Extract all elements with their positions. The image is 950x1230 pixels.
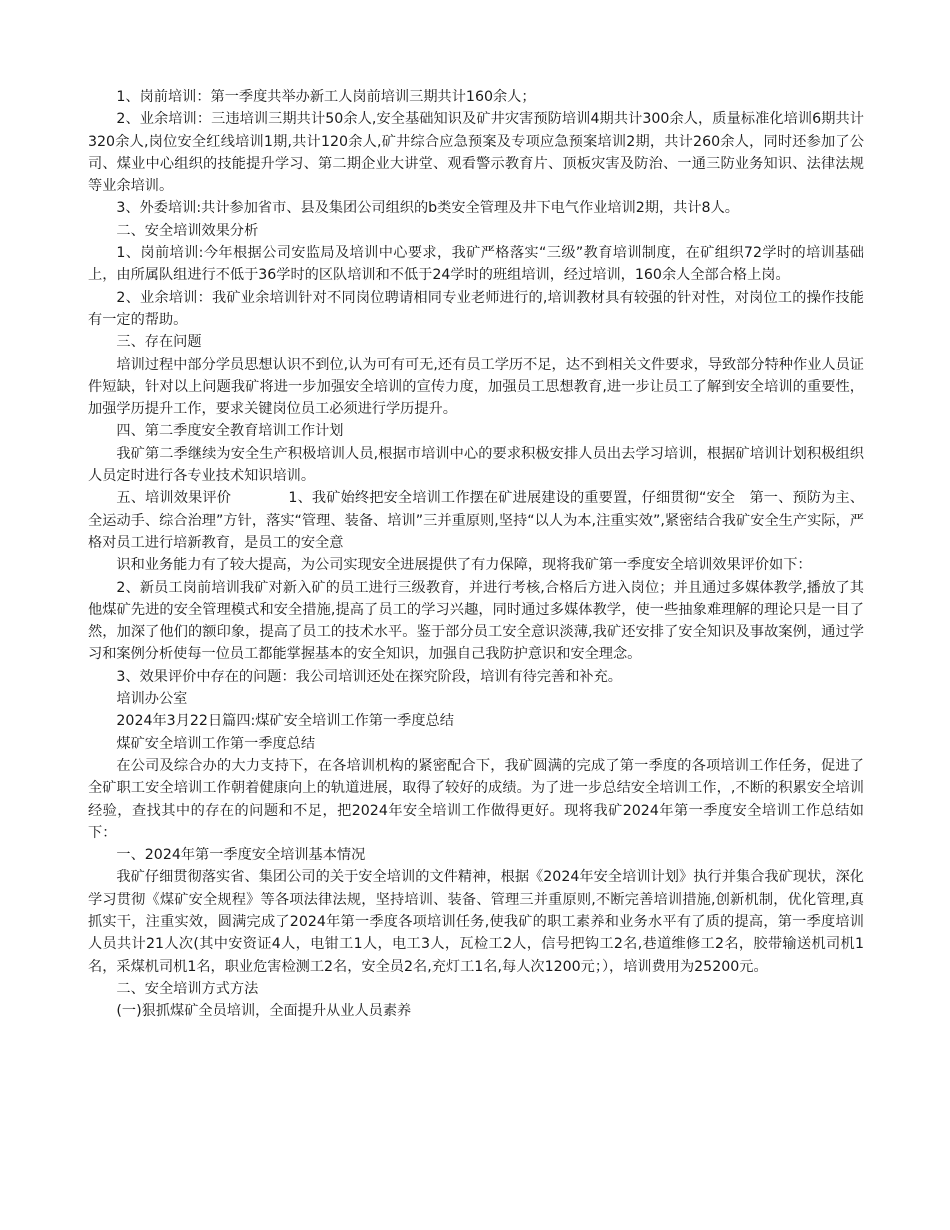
heading-training-effect-analysis: 二、安全培训效果分析 xyxy=(116,222,259,239)
heading-second-quarter-plan: 四、第二季度安全教育培训工作计划 xyxy=(116,423,344,440)
paragraph-new-employee-training: 2、新员工岗前培训我矿对新入矿的员工进行三级教育，并进行考核,合格后方进入岗位；并且通过多媒体教学,播放了其他煤矿先进的安全管理模式和安全措施,提高了员工的学习兴趣，同时通过多媒体教学，使一些抽象难理解的理论只是一目了然，加深了他们的额印象，提高了员工的技术水平。鉴于部分员工安全意识淡薄,我矿还安排了安全知识及事故案例，通过学习和案例分析使每一位员工都能掌握基本的安全知识，加强自己我防护意识和安全理念。 xyxy=(88,579,864,663)
paragraph-spare-time-training: 2、业余培训：三违培训三期共计50余人,安全基础知识及矿井灾害预防培训4期共计300余人，质量标准化培训6期共计320余人,岗位安全红线培训1期,共计120余人,矿井综合应急预案及专项应急预案培训2期，共计260余人，同时还参加了公司、煤业中心组织的技能提升学习、第二期企业大讲堂、观看警示教育片、顶板灾害及防治、一通三防业务知识、法律法规等业余培训。 xyxy=(88,111,864,195)
paragraph-basic-situation: 我矿仔细贯彻落实省、集团公司的关于安全培训的文件精神，根据《2024年安全培训计划》执行并集合我矿现状，深化学习贯彻《煤矿安全规程》等各项法律法规，坚持培训、装备、管理三并重原则,不断完善培训措施,创新机制，优化管理,真抓实干，注重实效，圆满完成了2024年第一季度各项培训任务,使我矿的职工素养和业务水平有了质的提高，第一季度培训人员共计21人次(其中安资证4人，电钳工1人，电工3人，瓦检工2人，信号把钩工2名,巷道维修工2名，胶带输送机司机1名，采煤机司机1名，职业危害检测工2名，安全员2名,充灯工1名,每人次1200元；），培训费用为25200元。 xyxy=(88,869,864,975)
heading-training-methods: 二、安全培训方式方法 xyxy=(116,980,259,997)
heading-existing-problems: 三、存在问题 xyxy=(116,334,202,351)
paragraph-spare-time-effect: 2、业余培训：我矿业余培训针对不同岗位聘请相同专业老师进行的,培训教材具有较强的针对性，对岗位工的操作技能有一定的帮助。 xyxy=(88,289,864,328)
paragraph-training-evaluation: 五、培训效果评价 1、我矿始终把安全培训工作摆在矿进展建设的重要置，仔细贯彻“安全 第一、预防为主、全运动手、综合治理”方针，落实“管理、装备、培训”三并重原则,坚持“以人为本,注重实效”,紧密结合我矿安全生产实际，严格对员工进行培新教育，是员工的安全意 xyxy=(88,490,864,551)
date-and-section-title: 2024年3月22日篇四:煤矿安全培训工作第一季度总结 xyxy=(116,713,454,730)
paragraph-evaluation-continued: 识和业务能力有了较大提高，为公司实现安全进展提供了有力保障，现将我矿第一季度安全培训效果评价如下： xyxy=(116,557,812,574)
paragraph-second-quarter-plan: 我矿第二季继续为安全生产积极培训人员,根据市培训中心的要求积极安排人员出去学习培训，根据矿培训计划积极组织人员定时进行各专业技术知识培训。 xyxy=(88,445,864,485)
document-body xyxy=(88,86,864,1022)
section-title: 煤矿安全培训工作第一季度总结 xyxy=(116,735,316,752)
paragraph-evaluation-problems: 3、效果评价中存在的问题：我公司培训还处在探究阶段，培训有待完善和补充。 xyxy=(116,668,622,685)
signature-office: 培训办公室 xyxy=(116,691,188,708)
paragraph-problems: 培训过程中部分学员思想认识不到位,认为可有可无,还有员工学历不足，达不到相关文件要求，导致部分特种作业人员证件短缺，针对以上问题我矿将进一步加强安全培训的宣传力度，加强员工思想教育,进一步让员工了解到安全培训的重要性，加强学历提升工作，要求关键岗位员工必须进行学历提升。 xyxy=(88,356,864,418)
paragraph-summary-intro: 在公司及综合办的大力支持下，在各培训机构的紧密配合下，我矿圆满的完成了第一季度的各项培训工作任务，促进了全矿职工安全培训工作朝着健康向上的轨道进展，取得了较好的成绩。为了进一步总结安全培训工作，,不断的积累安全培训经验，查找其中的存在的问题和不足，把2024年安全培训工作做得更好。现将我矿2024年第一季度安全培训工作总结如下： xyxy=(88,757,864,841)
paragraph-preshift-training: 1、岗前培训：第一季度共举办新工人岗前培训三期共计160余人； xyxy=(116,89,536,105)
paragraph-preshift-effect: 1、岗前培训:今年根据公司安监局及培训中心要求，我矿严格落实“三级”教育培训制度，在矿组织72学时的培训基础上，由所属队组进行不低于36学时的区队培训和不低于24学时的班组培训，经过培训，160余人全部合格上岗。 xyxy=(88,245,864,284)
paragraph-external-training: 3、外委培训:共计参加省市、县及集团公司组织的b类安全管理及井下电气作业培训2期，共计8人。 xyxy=(116,200,739,217)
paragraph-full-staff-training: (一)狠抓煤矿全员培训，全面提升从业人员素养 xyxy=(116,1003,412,1020)
heading-basic-situation: 一、2024年第一季度安全培训基本情况 xyxy=(116,847,366,864)
